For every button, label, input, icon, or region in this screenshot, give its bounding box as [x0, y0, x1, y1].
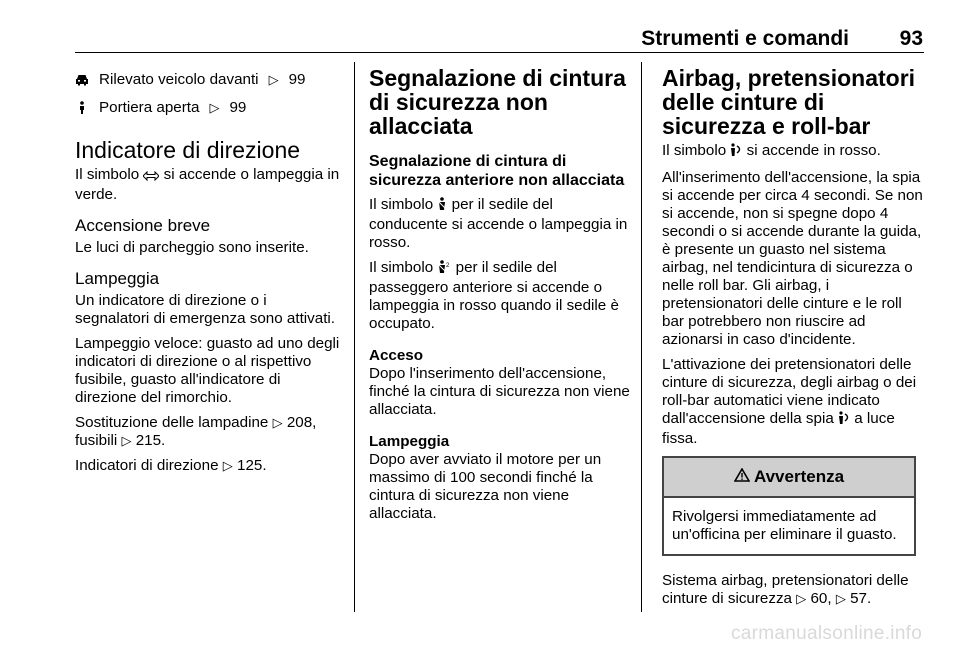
text-span: a luce fissa. — [662, 410, 895, 447]
section-heading-seatbelt: Segnalazione di cintura di sicurezza non allacciata — [369, 65, 626, 139]
subheading-flashing: Lampeggia — [75, 269, 160, 288]
watermark: carmanualsonline.info — [731, 623, 923, 644]
column-divider — [641, 62, 642, 612]
warning-box — [662, 456, 916, 556]
paragraph — [369, 196, 633, 252]
page-ref-arrow-icon: ▷ — [272, 415, 283, 430]
paragraph-airbag-refs — [662, 572, 926, 608]
paragraph — [662, 142, 926, 162]
text-span: per il sedile del passeggero anteriore si accende o lampeggia in rosso quando il sedile è occupato. — [369, 259, 619, 332]
page-ref: 99 — [288, 71, 306, 88]
column-middle — [369, 66, 633, 530]
paragraph-bulb-replacement — [75, 414, 343, 450]
page-ref-arrow-icon: ▷ — [222, 458, 233, 473]
page-ref[interactable]: 60, — [810, 590, 832, 607]
nav-item-door-open[interactable] — [75, 94, 343, 122]
text-span: Il simbolo — [369, 196, 434, 213]
paragraph — [369, 259, 633, 333]
page-ref-arrow-icon: ▷ — [835, 591, 846, 606]
column-right — [662, 66, 926, 615]
paragraph: Dopo l'inserimento dell'accensione, finché la cintura di sicurezza non viene allacciata. — [369, 365, 630, 418]
section-heading-airbag: Airbag, pretensionatori delle cinture di sicurezza e roll-bar — [662, 65, 916, 139]
section-heading-turn-signal: Indicatore di direzione — [75, 137, 301, 163]
text-span: L'attivazione dei pretensionatori delle cinture di sicurezza, degli airbag o dei roll-bar automatici viene indicato dall'accensione della spia — [662, 356, 917, 427]
nav-item-label: Portiera aperta — [99, 99, 200, 116]
subheading-front-seatbelt: Segnalazione di cintura di sicurezza anteriore non allacciata — [369, 153, 625, 189]
text-span: Indicatori di direzione — [75, 457, 219, 474]
airbag-icon — [730, 143, 742, 162]
nav-item-label: Rilevato veicolo davanti — [99, 71, 259, 88]
text-span: si accende in rosso. — [746, 142, 881, 159]
column-divider — [354, 62, 355, 612]
page-ref[interactable]: 215. — [135, 432, 166, 449]
page-ref-arrow-icon: ▷ — [268, 72, 279, 87]
paragraph: Un indicatore di direzione o i segnalatori di emergenza sono attivati. — [75, 292, 336, 327]
car-front-icon — [75, 74, 89, 86]
seatbelt-passenger-icon — [437, 260, 451, 279]
column-left — [75, 66, 343, 482]
svg-text:2: 2 — [446, 263, 450, 269]
label-on: Acceso — [369, 347, 424, 364]
paragraph: Dopo aver avviato il motore per un massimo di 100 secondi finché la cintura di sicurezza non viene allacciata. — [369, 451, 602, 522]
seatbelt-driver-icon — [437, 197, 447, 216]
page-number: 93 — [899, 27, 923, 50]
airbag-icon — [838, 411, 850, 430]
text-span: Sistema airbag, pretensionatori delle cinture di sicurezza — [662, 572, 909, 607]
paragraph — [662, 356, 926, 448]
text-span: per il sedile del conducente si accende o lampeggia in rosso. — [369, 196, 628, 251]
text-span: Il simbolo — [75, 166, 140, 183]
subheading-short-on: Accensione breve — [75, 216, 211, 235]
text-span: Il simbolo — [662, 142, 727, 159]
page-header-title: Strumenti e comandi — [641, 27, 849, 50]
text-span: Sostituzione delle lampadine — [75, 414, 269, 431]
paragraph: Le luci di parcheggio sono inserite. — [75, 239, 309, 256]
page-ref: 99 — [229, 99, 247, 116]
paragraph: All'inserimento dell'accensione, la spia si accende per circa 4 secondi. Se non si accende, non si spegne dopo 4 secondi o si accende durante la guida, è presente un guasto nel sistema airbag, nel tendicintura di sicurezza o nelle roll bar. Gli airbag, i pretensionatori delle cinture e le roll bar potrebbero non riuscire ad azionarsi in caso d'incidente. — [662, 169, 923, 348]
header-divider — [75, 52, 924, 53]
door-open-icon — [75, 101, 89, 115]
paragraph-turn-indicators — [75, 457, 343, 475]
text-span: si accende o lampeggia in verde. — [75, 166, 340, 203]
text-span: Il simbolo — [369, 259, 434, 276]
page-ref[interactable]: 57. — [850, 590, 872, 607]
nav-item-vehicle-ahead[interactable] — [75, 66, 343, 94]
warning-text: Rivolgersi immediatamente ad un'officina per eliminare il guasto. — [672, 508, 897, 543]
turn-signal-icon — [143, 168, 159, 186]
warning-triangle-icon — [734, 468, 750, 486]
paragraph — [75, 166, 343, 204]
page-ref-arrow-icon: ▷ — [796, 591, 807, 606]
label-flashing: Lampeggia — [369, 433, 450, 450]
page-ref[interactable]: 125. — [237, 457, 267, 474]
warning-title: Avvertenza — [753, 467, 845, 486]
text-span: fusibili — [75, 432, 118, 449]
warning-header — [664, 458, 914, 498]
page-ref[interactable]: 208, — [286, 414, 317, 431]
page-ref-arrow-icon: ▷ — [209, 100, 220, 115]
paragraph: Lampeggio veloce: guasto ad uno degli indicatori di direzione o al rispettivo fusibile, guasto all'indicatore di direzione del rimorchio. — [75, 335, 340, 406]
page-ref-arrow-icon: ▷ — [121, 433, 132, 448]
